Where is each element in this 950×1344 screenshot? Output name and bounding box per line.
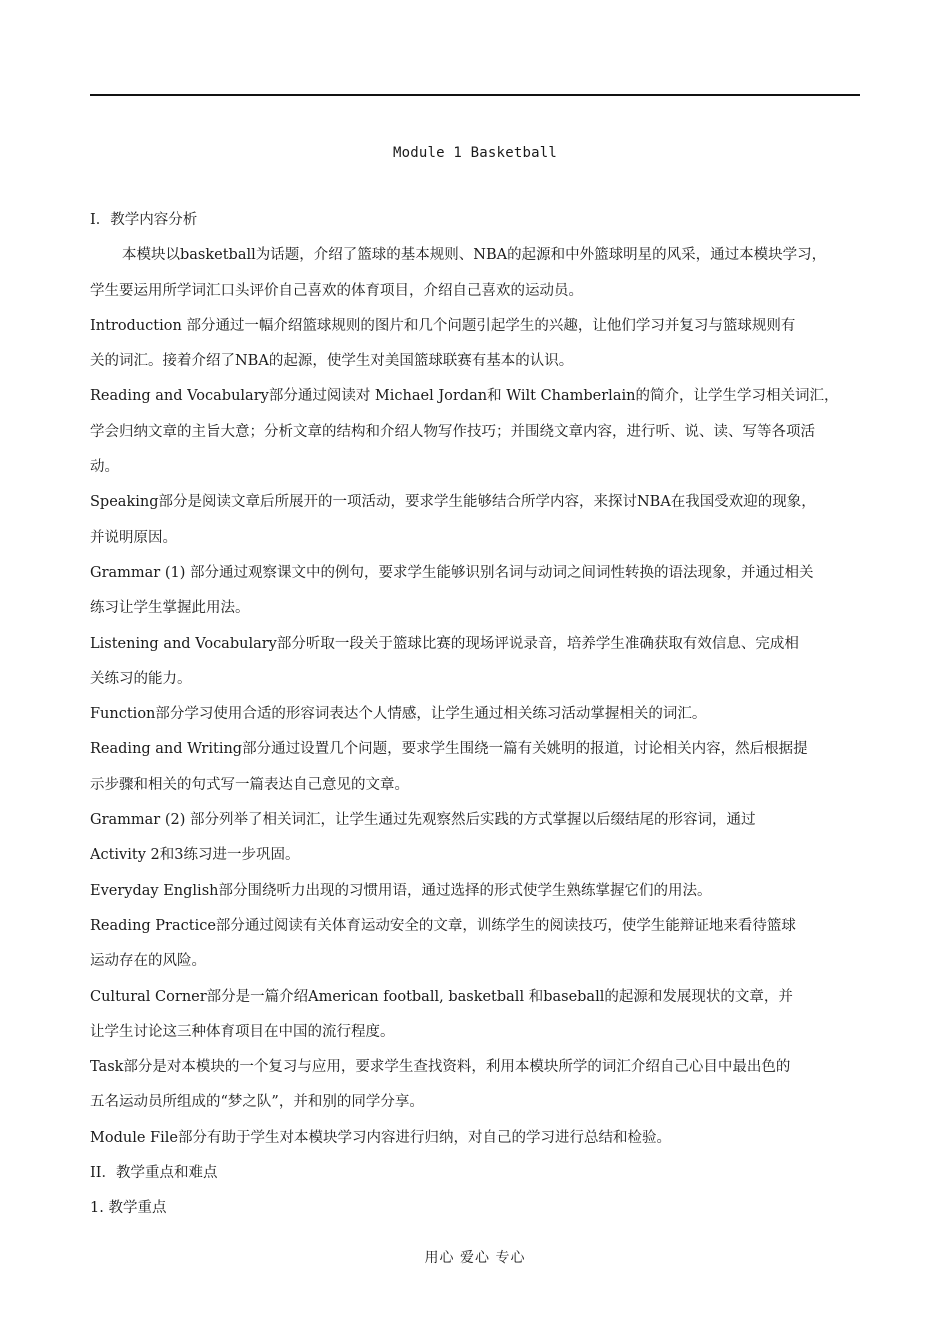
text-line: Task部分是对本模块的一个复习与应用，要求学生查找资料，利用本模块所学的词汇介绍自己心目中最出色的 bbox=[90, 1059, 791, 1076]
text-line: Function部分学习使用合适的形容词表达个人情感，让学生通过相关练习活动掌握相关的词汇。 bbox=[90, 706, 707, 723]
text-line: Everyday English部分围绕听力出现的习惯用语，通过选择的形式使学生熟练掌握它们的用法。 bbox=[90, 882, 712, 899]
document-body bbox=[90, 203, 862, 1227]
text-line: 并说明原因。 bbox=[90, 529, 177, 546]
text-line: 本模块以basketball为话题，介绍了篮球的基本规则、NBA的起源和中外篮球明星的风采，通过本模块学习， bbox=[122, 247, 827, 264]
text-line: 练习让学生掌握此用法。 bbox=[90, 600, 250, 617]
text-line: Speaking部分是阅读文章后所展开的一项活动，要求学生能够结合所学内容，来探讨NBA在我国受欢迎的现象， bbox=[90, 494, 816, 511]
text-line: Listening and Vocabulary部分听取一段关于篮球比赛的现场评说录音，培养学生准确获取有效信息、完成相 bbox=[90, 635, 799, 652]
page-footer: 用心 爱心 专心 bbox=[424, 1250, 526, 1266]
text-line: Activity 2和3练习进一步巩固。 bbox=[90, 847, 300, 864]
text-line: 五名运动员所组成的“梦之队”，并和别的同学分享。 bbox=[90, 1094, 424, 1111]
text-line: I．教学内容分析 bbox=[90, 212, 198, 228]
text-line: Introduction 部分通过一幅介绍篮球规则的图片和几个问题引起学生的兴趣，让他们学习并复习与篮球规则有 bbox=[90, 317, 796, 334]
text-line: 动。 bbox=[90, 459, 119, 476]
text-line: 1. 教学重点 bbox=[90, 1200, 167, 1217]
text-line: Reading Practice部分通过阅读有关体育运动安全的文章，训练学生的阅读技巧，使学生能辩证地来看待篮球 bbox=[90, 917, 796, 934]
text-line: 让学生讨论这三种体育项目在中国的流行程度。 bbox=[90, 1023, 395, 1040]
document-title: Module 1 Basketball bbox=[393, 145, 557, 161]
text-line: 关的词汇。接着介绍了NBA的起源，使学生对美国篮球联赛有基本的认识。 bbox=[90, 353, 574, 370]
text-line: 学会归纳文章的主旨大意；分析文章的结构和介绍人物写作技巧；并围绕文章内容，进行听、说、读、写等各项活 bbox=[90, 423, 815, 440]
text-line: Reading and Writing部分通过设置几个问题，要求学生围绕一篇有关姚明的报道，讨论相关内容，然后根据提 bbox=[90, 741, 808, 758]
text-line: 运动存在的风险。 bbox=[90, 953, 206, 970]
text-line: 示步骤和相关的句式写一篇表达自己意见的文章。 bbox=[90, 776, 409, 793]
text-line: Cultural Corner部分是一篇介绍American football, basketball 和baseball的起源和发展现状的文章，并 bbox=[90, 988, 793, 1005]
text-line: Module File部分有助于学生对本模块学习内容进行归纳，对自己的学习进行总结和检验。 bbox=[90, 1129, 671, 1146]
text-line: 学生要运用所学词汇口头评价自己喜欢的体育项目，介绍自己喜欢的运动员。 bbox=[90, 282, 583, 299]
text-line: II．教学重点和难点 bbox=[90, 1165, 218, 1182]
text-line: Grammar (2) 部分列举了相关词汇，让学生通过先观察然后实践的方式掌握以后缀结尾的形容词，通过 bbox=[90, 812, 756, 829]
text-line: 关练习的能力。 bbox=[90, 670, 192, 687]
text-line: Grammar (1) 部分通过观察课文中的例句，要求学生能够识别名词与动词之间词性转换的语法现象，并通过相关 bbox=[90, 564, 814, 581]
header-rule bbox=[90, 94, 860, 96]
text-line: Reading and Vocabulary部分通过阅读对 Michael Jordan和 Wilt Chamberlain的简介，让学生学习相关词汇， bbox=[90, 388, 839, 405]
